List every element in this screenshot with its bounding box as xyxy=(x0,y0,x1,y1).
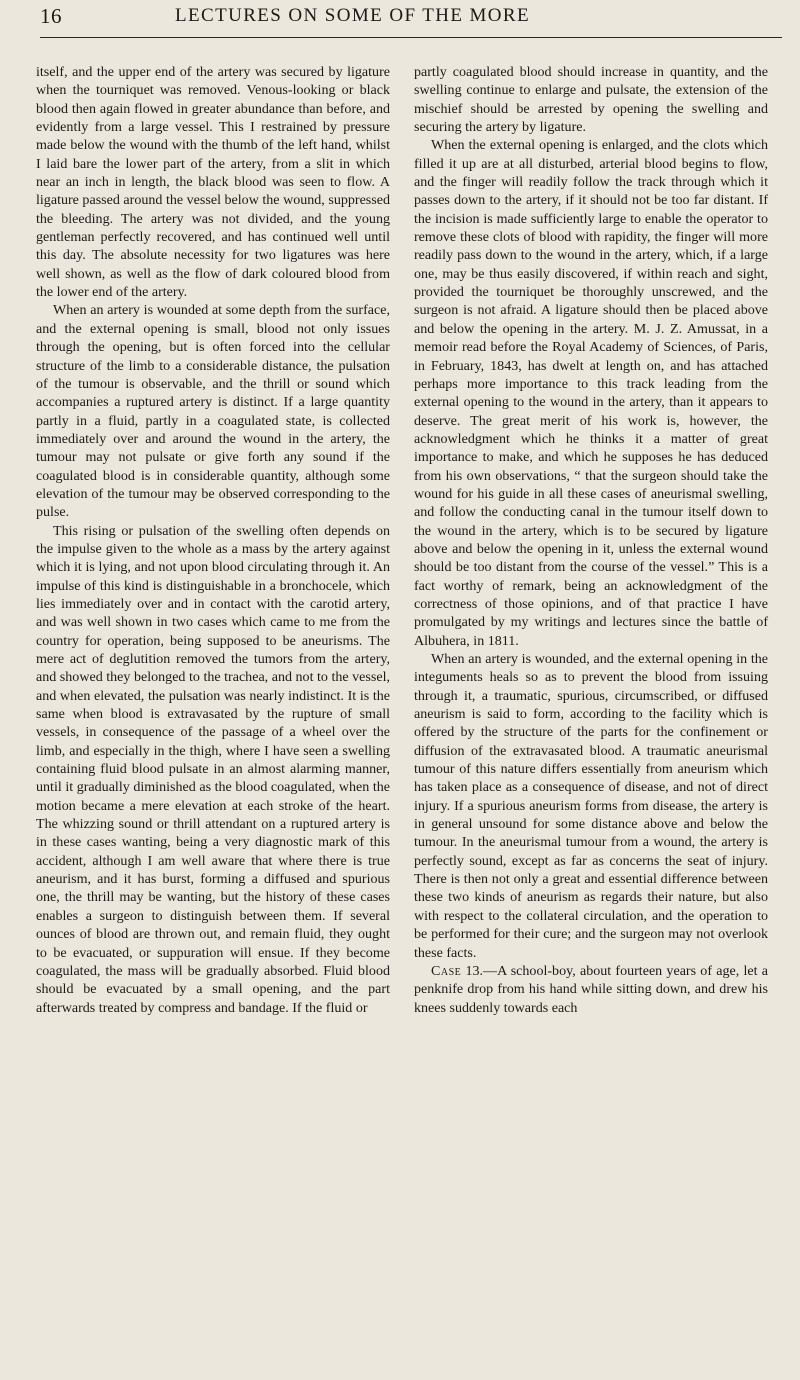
paragraph: When the external opening is enlarged, and the clots which filled it up are at all disturbed, arterial blood begins to flow, and the finger will readily follow the track through which it passes down to the artery, if it should not be too far distant. If the incision is made sufficiently large to enable the operator to remove these clots of blood with rapidity, the finger will more readily pass down to the wound in the artery, which, if a large one, may be thus easily discovered, if within reach and sight, provided the tourniquet be thoroughly unscrewed, and the surgeon is not afraid. A ligature should then be placed above and below the opening in the artery. M. J. Z. Amussat, in a memoir read before the Royal Academy of Sciences, of Paris, in February, 1843, has dwelt at length on, and has attached perhaps more importance to this track leading from the external opening to the wound in the artery, than it appears to deserve. The great merit of his work is, however, the acknowledgment which he thinks it a matter of great importance to make, and which he supposes he has deduced from his own observations, “ that the surgeon should take the wound for his guide in all these cases of aneurismal swelling, and follow the conducting canal in the tumour itself down to the wound in the artery, which is to be secured by ligature above and below the opening in it, unless the external wound should be too distant from the course of the vessel.” This is a fact worthy of remark, being an acknowledgment of the correctness of those opinions, and of that practice I have promulgated by my writings and lectures since the battle of Albuhera, in 1811. xyxy=(414,137,768,649)
running-title: LECTURES ON SOME OF THE MORE xyxy=(175,5,531,26)
header-rule xyxy=(40,37,782,38)
case-text: 13.—A school-boy, about fourteen years of age, let a penknife drop from his hand while sitting down, and drew his knees suddenly towards each xyxy=(414,962,768,1016)
paragraph: partly coagulated blood should increase in quantity, and the swelling continue to enlarge and pulsate, the extension of the mischief should be arrested by opening the swelling and securing the artery by ligature. xyxy=(414,64,768,136)
case-paragraph xyxy=(414,962,768,1017)
page-number: 16 xyxy=(40,4,62,28)
paragraph: This rising or pulsation of the swelling often depends on the impulse given to the whole as a mass by the artery against which it is lying, and not upon blood circulating through it. An impulse of this kind is distinguishable in a bronchocele, which lies immediately over and in contact with the carotid artery, and was well shown in two cases which came to me from the country for operation, being supposed to be aneurisms. The mere act of deglutition removed the tumors from the artery, and showed they belonged to the trachea, and not to the vessel, and when elevated, the pulsation was nearly indistinct. It is the same when blood is extravasated by the rupture of small vessels, in consequence of the passage of a wheel over the limb, and especially in the thigh, where I have seen a swelling containing fluid blood pulsate in an almost alarming manner, until it gradually diminished as the blood coagulated, when the motion became a mere elevation at each stroke of the heart. The whizzing sound or thrill attendant on a ruptured artery is in these cases wanting, being a very diagnostic mark of this accident, although I am well aware that where there is true aneurism, and it has burst, forming a diffused and spurious one, the thrill may be wanting, but the history of these cases enables a surgeon to distinguish between them. If several ounces of blood are thrown out, and remain fluid, they ought to be evacuated, or suppuration will ensue. If they become coagulated, the mass will be gradually absorbed. Fluid blood should be evacuated by a small opening, and the part afterwards treated by compress and bandage. If the fluid or xyxy=(36,522,390,1016)
right-column xyxy=(414,63,768,1017)
case-label: Case xyxy=(431,962,462,979)
paragraph: When an artery is wounded, and the external opening in the integuments heals so as to prevent the blood from issuing through it, a traumatic, spurious, circumscribed, or diffused aneurism is said to form, according to the facility which is offered by the structure of the parts for the confinement or diffusion of the extravasated blood. A traumatic aneurismal tumour of this nature differs essentially from aneurism which has taken place as a consequence of disease, and not of direct injury. If a spurious aneurism forms from disease, the artery is in general unsound for some distance above and below the tumour. In the aneurismal tumour from a wound, the artery is perfectly sound, except as far as concerns the seat of injury. There is then not only a great and essential difference between these two kinds of aneurism as regards their nature, but also with respect to the collateral circulation, and the operation to be performed for their cure; and the surgeon may not overlook these facts. xyxy=(414,651,768,961)
left-column xyxy=(36,63,390,1017)
paragraph: itself, and the upper end of the artery was secured by ligature when the tourniquet was removed. Venous-looking or black blood then again flowed in greater abundance than before, and evidently from a large vessel. This I restrained by pressure made below the wound with the thumb of the left hand, whilst I laid bare the lower part of the artery, from a slit in which near an inch in length, the black blood was seen to flow. A ligature passed around the vessel below the wound, suppressed the bleeding. The artery was not divided, and the young gentleman perfectly recovered, and has continued well until this day. The absolute necessity for two ligatures was here well shown, as well as the flow of dark coloured blood from the lower end of the artery. xyxy=(36,64,390,301)
paragraph: When an artery is wounded at some depth from the surface, and the external opening is small, blood not only issues through the opening, but is often forced into the cellular structure of the limb to a considerable distance, the pulsation of the tumour is observable, and the thrill or sound which accompanies a ruptured artery is distinct. If a large quantity partly in a fluid, partly in a coagulated state, is collected immediately over and around the wound in the artery, the tumour may not pulsate or give forth any sound if the coagulated blood is in considerable quantity, although some elevation of the tumour may be observed corresponding to the pulse. xyxy=(36,302,390,521)
